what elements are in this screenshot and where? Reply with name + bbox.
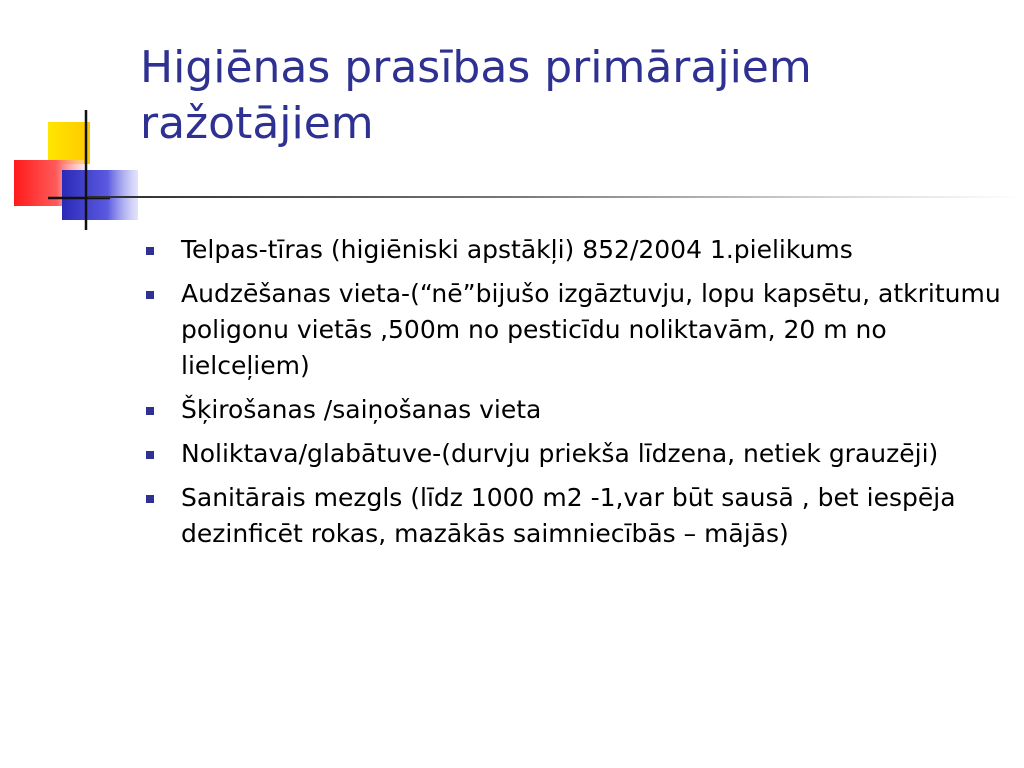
square-bullet-icon (146, 291, 154, 299)
bullet-item (140, 436, 1010, 472)
bullet-text: Šķirošanas /saiņošanas vieta (181, 395, 542, 424)
square-bullet-icon (146, 451, 154, 459)
bullet-item (140, 232, 1010, 268)
square-bullet-icon (146, 407, 154, 415)
bullet-text: Noliktava/glabātuve-(durvju priekša līdzena, netiek grauzēji) (181, 439, 939, 468)
slide-title: Higiēnas prasības primārajiem ražotājiem (140, 42, 812, 149)
bullet-text: Telpas-tīras (higiēniski apstākļi) 852/2004 1.pielikums (181, 235, 853, 264)
deco-yellow-square (48, 122, 90, 164)
bullet-text: Audzēšanas vieta-(“nē”bijušo izgāztuvju, lopu kapsētu, atkritumu poligonu vietās ,500m no pesticīdu noliktavām, 20 m no lielceļiem) (181, 279, 1001, 380)
bullet-item (140, 276, 1010, 384)
title-divider (88, 196, 1024, 198)
bullet-item (140, 392, 1010, 428)
bullet-list (140, 232, 1010, 560)
bullet-item (140, 480, 1010, 552)
bullet-text: Sanitārais mezgls (līdz 1000 m2 -1,var būt sausā , bet iespēja dezinficēt rokas, mazākās saimniecībās – mājās) (181, 483, 956, 548)
deco-blue-square (62, 170, 138, 220)
square-bullet-icon (146, 247, 154, 255)
corner-decoration (0, 0, 150, 240)
square-bullet-icon (146, 495, 154, 503)
